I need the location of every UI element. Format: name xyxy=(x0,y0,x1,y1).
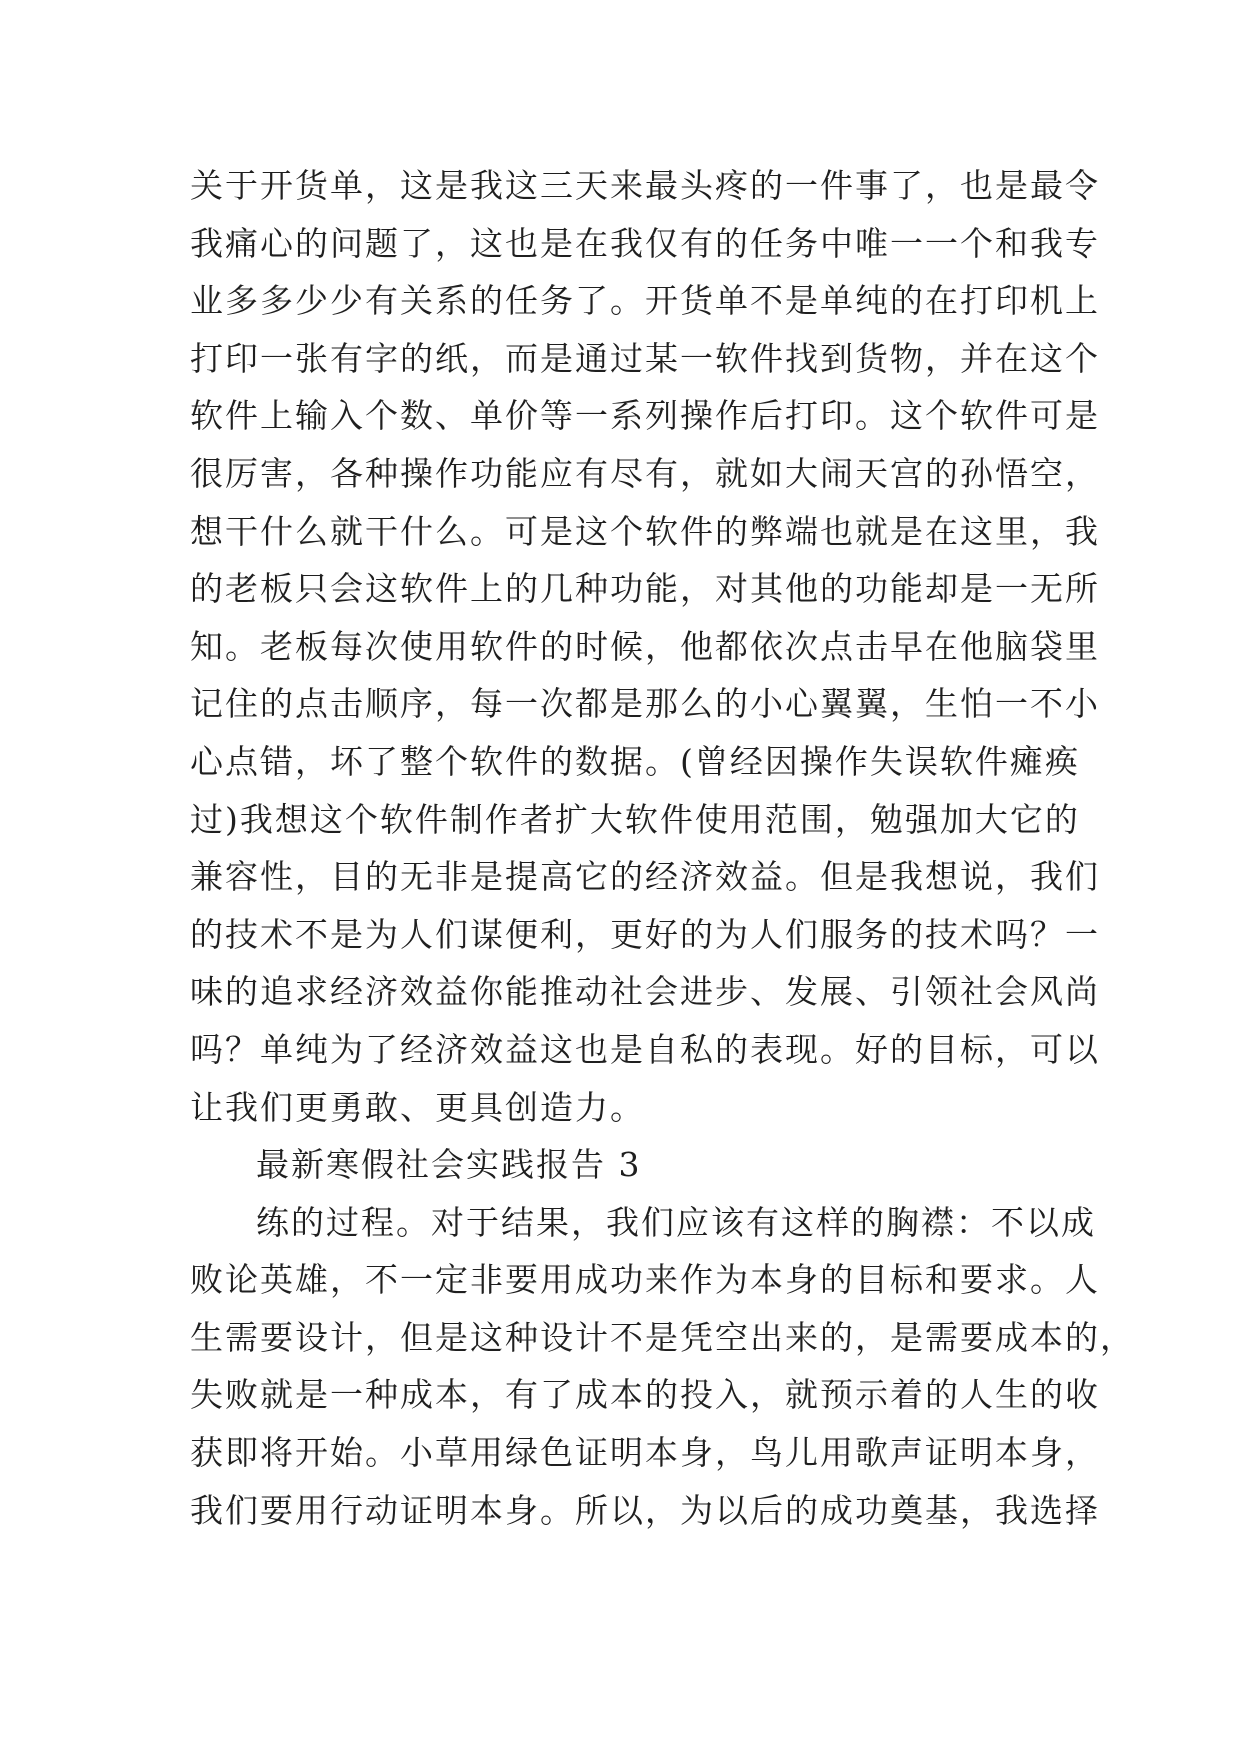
text-line: 练的过程。对于结果，我们应该有这样的胸襟：不以成 xyxy=(256,1202,1096,1242)
text-line: 过)我想这个软件制作者扩大软件使用范围，勉强加大它的 xyxy=(190,799,1080,839)
text-line: 败论英雄，不一定非要用成功来作为本身的目标和要求。人 xyxy=(190,1260,1100,1300)
text-line: 失败就是一种成本，有了成本的投入，就预示着的人生的收 xyxy=(190,1375,1100,1415)
text-line: 的技术不是为人们谋便利，更好的为人们服务的技术吗？一 xyxy=(190,914,1100,954)
text-line: 记住的点击顺序，每一次都是那么的小心翼翼，生怕一不小 xyxy=(190,684,1100,724)
text-line: 的老板只会这软件上的几种功能，对其他的功能却是一无所 xyxy=(190,569,1100,609)
text-line: 心点错，坏了整个软件的数据。(曾经因操作失误软件瘫痪 xyxy=(190,741,1080,781)
text-line: 关于开货单，这是我这三天来最头疼的一件事了，也是最令 xyxy=(190,166,1100,205)
text-line: 我痛心的问题了，这也是在我仅有的任务中唯一一个和我专 xyxy=(190,223,1100,263)
text-line: 兼容性，目的无非是提高它的经济效益。但是我想说，我们 xyxy=(190,857,1100,897)
text-line: 味的追求经济效益你能推动社会进步、发展、引领社会风尚 xyxy=(190,972,1100,1012)
text-line: 知。老板每次使用软件的时候，他都依次点击早在他脑袋里 xyxy=(190,626,1100,666)
text-line: 软件上输入个数、单价等一系列操作后打印。这个软件可是 xyxy=(190,396,1100,436)
document-body xyxy=(190,166,1135,1548)
text-line: 想干什么就干什么。可是这个软件的弊端也就是在这里，我 xyxy=(190,511,1100,551)
section-heading: 最新寒假社会实践报告 3 xyxy=(256,1145,642,1185)
text-line: 很厉害，各种操作功能应有尽有，就如大闹天宫的孙悟空， xyxy=(190,453,1100,493)
text-line: 让我们更勇敢、更具创造力。 xyxy=(190,1087,645,1127)
text-line: 获即将开始。小草用绿色证明本身，鸟儿用歌声证明本身， xyxy=(190,1433,1100,1473)
text-line: 生需要设计，但是这种设计不是凭空出来的，是需要成本的， xyxy=(190,1317,1135,1357)
text-line: 业多多少少有关系的任务了。开货单不是单纯的在打印机上 xyxy=(190,281,1100,321)
text-line: 打印一张有字的纸，而是通过某一软件找到货物，并在这个 xyxy=(190,338,1100,378)
text-line: 我们要用行动证明本身。所以，为以后的成功奠基，我选择 xyxy=(190,1490,1100,1530)
text-line: 吗？单纯为了经济效益这也是自私的表现。好的目标，可以 xyxy=(190,1029,1100,1069)
